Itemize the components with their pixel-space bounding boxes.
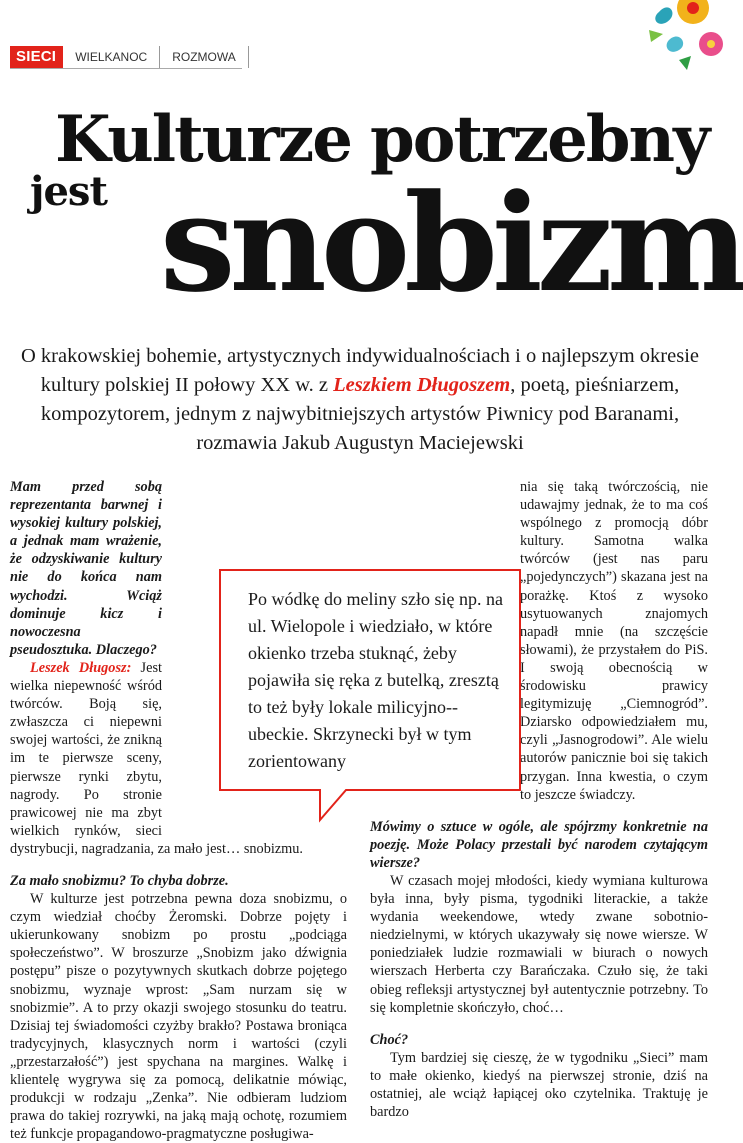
pull-quote-text: Po wódkę do meliny szło się np. na ul. Wielopole i wiedziało, w które okienko trzeba stuknąć, żeby pojawiła się ręka z butelką, zresztą to też były lokale milicyjno--ubeckie. Skrzynecki był w tym zorientowany xyxy=(248,589,503,771)
title-word-jest: jest xyxy=(30,168,107,215)
spacer xyxy=(10,858,347,872)
header-divider xyxy=(248,46,249,68)
lead-paragraph xyxy=(20,342,700,458)
lead-text-before: O krakowskiej bohemie, artystycznych indywidualnościach i o najlepszym okresie kultury polskiej II połowy XX w. z xyxy=(20,345,700,396)
speaker-name: Leszek Długosz: xyxy=(30,659,132,676)
header-rule xyxy=(10,68,242,69)
answer-continued-text: nia się taką twórczością, nie udawajmy jednak, że to ma coś wspólnego z promocją dóbr kultury. Samotna walka twórców (jest nas paru „pojedynczych”) skazana jest na porażkę. Ktoś z wysoko usytuowanych znajomych napadł mnie (na szczęście słowami), że przystałem do PiS. I swoją obecnością w środowisku prawicy legitymizuję „Ciemnogród”. Dziarsko odpowiedziałem mu, czyli „Jasnogrodowi”. Ale wielu autorów panicznie boi się takich przygan. Inna kwestia, o czym to jeszcze świadczy. xyxy=(520,479,708,803)
category-label: ROZMOWA xyxy=(159,46,248,68)
title-word-potrzebny: potrzebny xyxy=(370,102,709,177)
answer-1-text: Jest wielka niepewność wśród twórców. Boją się, zwłaszcza ci niepewni swojej wartości, że znikną im te pierwsze sceny, pierwsze rynki zbytu, nagrody. Po stronie prawicowej nie ma zbyt wielkich rynków, sieci dystrybucji, nagradzania, za mało jest… snobizmu. xyxy=(10,659,304,857)
answer-3: W czasach mojej młodości, kiedy wymiana kulturowa była inna, były pisma, tygodniki literackie, a także wydania weekendowe, wtedy zwane sobotnio-niedzielnymi, w których ukazywały się nowe wiersze. W poniedziałek ludzie rozmawiali w biurach o nowych wierszach Herberta czy Barańczaka. Czuło się, że taki obieg refleksji artystycznej był autentycznie potrzebny. To się kompletnie skończyło, choć… xyxy=(370,872,708,1016)
spacer xyxy=(370,1017,708,1031)
flowers-decoration-icon xyxy=(629,0,719,80)
title-word-snobizm: snobizm xyxy=(160,164,743,322)
section-header xyxy=(10,46,249,68)
question-4: Choć? xyxy=(370,1031,409,1048)
sieci-logo[interactable]: SIECI xyxy=(10,46,63,68)
lead-text-after: , poetą, pieśniarzem, kompozytorem, jednym z najwybitniejszych artystów Piwnicy pod Baranami, rozmawia Jakub Augustyn Maciejewski xyxy=(40,374,680,454)
section-label: WIELKANOC xyxy=(75,50,148,64)
question-1: Mam przed sobą reprezentanta barwnej i wysokiej kultury polskiej, a jednak mam wrażenie, że odzyskiwanie kultury nie do końca nam wychodzi. Wciąż dominuje kicz i nowoczesna pseudosztuka. Dlaczego? xyxy=(10,479,162,658)
answer-4: Tym bardziej się cieszę, że w tygodniku „Sieci” mam to małe okienko, kiedyś na pierwszej stronie, dziś na ostatniej, ale wciąż łapiącej oko czytelnika. Traktuję je bardzo xyxy=(370,1049,708,1121)
pull-quote-box xyxy=(218,568,522,824)
question-2: Za mało snobizmu? To chyba dobrze. xyxy=(10,872,229,889)
lead-interviewee-name: Leszkiem Długoszem xyxy=(333,374,511,396)
answer-2: W kulturze jest potrzebna pewna doza snobizmu, o czym wiedział choćby Żeromski. Dobrze pojęty i ukierunkowany snobizm po prostu „podciąga społeczeństwo”. W broszurze „Snobizm jako dźwignia postępu” pisze o pozytywnych skutkach dobrze pojętego snobizmu, wyznaje wprost: „Sam nurzam się w snobizmie”. A to przy okazji swojego stosunku do teatru. Dzisiaj tej świadomości czyżby brakło? Postawa broniąca tradycyjnych, klasycznych norm i wartości (czyli „przestarzałość”) jest spychana na margines. Walkę i klientelę wygrywa się za pomocą, delikatnie mówiąc, produkcji w rodzaju „Zenka”. Nie odbieram ludziom prawa do takiej rozrywki, na jaką mają ochotę, rozumiem też funkcje propagandowo-pragmatyczne posługiwa- xyxy=(10,891,347,1143)
title-word-kulturze: Kulturze xyxy=(55,102,351,177)
question-3: Mówimy o sztuce w ogóle, ale spójrzmy konkretnie na poezję. Może Polacy przestali być narodem czytającym wiersze? xyxy=(370,818,708,871)
